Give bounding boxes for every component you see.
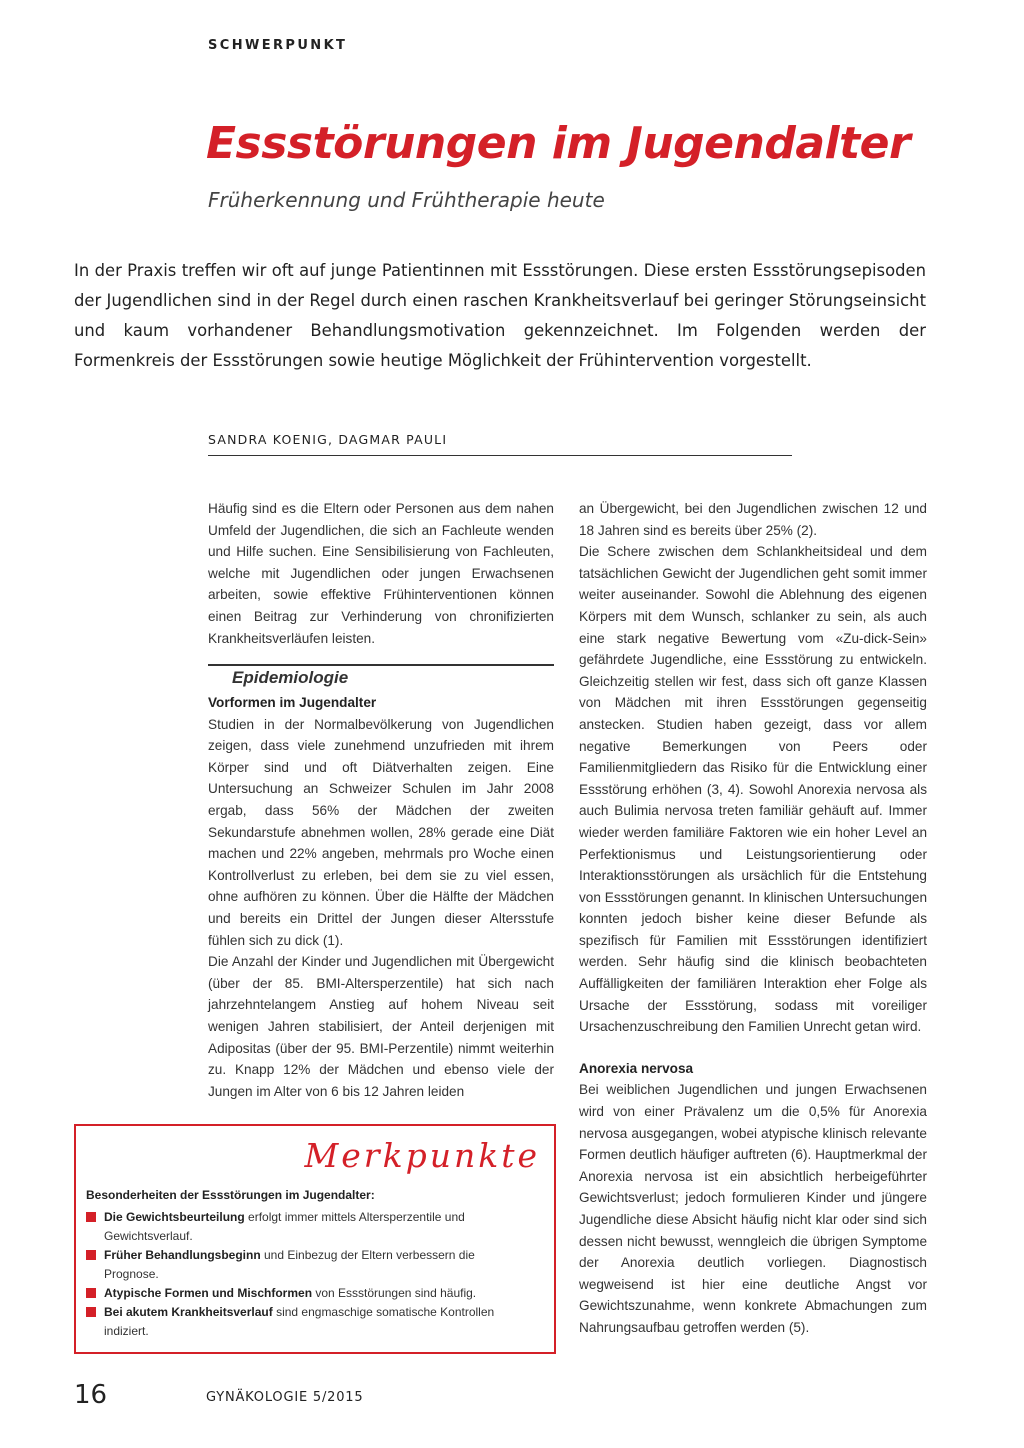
list-item — [86, 1303, 506, 1341]
item-bold: Die Gewichtsbeurteilung — [104, 1210, 245, 1224]
merkpunkte-box — [74, 1124, 556, 1354]
left-column-intro — [208, 498, 554, 649]
subheading-vorformen: Vorformen im Jugendalter — [208, 695, 377, 710]
list-item — [86, 1284, 506, 1303]
section-divider — [208, 664, 554, 666]
authors-divider — [208, 455, 792, 456]
paragraph: Studien in der Normalbevölkerung von Jugendlichen zeigen, dass viele zunehmend unzufrieden mit ihrem Körper sind und oft Diätverhalten zeigen. Eine Untersuchung an Schweizer Schulen im Jahr 2008 ergab, dass 56% der Mädchen der zweiten Sekundarstufe abnehmen wollen, 28% gerade eine Diät machen und 22% angeben, mehrmals pro Woche einen Kontrollverlust zu erleben, bei dem sie zu viel essen, ohne aufhören zu können. Über die Hälfte der Mädchen und bereits ein Drittel der Jungen dieser Altersstufe fühlen sich zu dick (1). — [208, 716, 554, 948]
square-bullet-icon — [86, 1250, 96, 1260]
paragraph: Die Schere zwischen dem Schlankheitsideal und dem tatsächlichen Gewicht der Jugendlichen geht somit immer weiter auseinander. Sowohl die Ablehnung des eigenen Körpers mit dem Wunsch, schlanker zu sein, als auch eine stark negative Bewertung vom «Zu-dick-Sein» gefährdete Jugendliche, eine Essstörung zu entwickeln. Gleichzeitig stellen wir fest, dass sich oft ganze Klassen von Mädchen mit ihren Essstörungen gegenseitig anstecken. Studien haben gezeigt, dass vor allem negative Bemerkungen von Peers oder Familienmitgliedern das Risiko für die Entwicklung einer Essstörung erhöhen (3, 4). Sowohl Anorexia nervosa als auch Bulimia nervosa treten familiär gehäuft auf. Immer wieder werden familiäre Faktoren wie ein hoher Level an Perfektionismus und Leistungsorientierung oder Interaktionsstörungen als ursächlich für die Entstehung von Essstörungen genannt. In klinischen Untersuchungen konnten jedoch bisher keine dieser Befunde als spezifisch für Familien mit Essstörungen identifiziert werden. Sehr häufig sind die klinisch beobachteten Auffälligkeiten der familiären Interaktion eher Folge als Ursache der Essstörung, sodass mit voreiliger Ursachenzuschreibung den Familien Unrecht getan wird. — [579, 544, 927, 1035]
square-bullet-icon — [86, 1212, 96, 1222]
article-authors: SANDRA KOENIG, DAGMAR PAULI — [208, 432, 448, 447]
item-text: erfolgt immer mittels Altersperzentile und Gewichtsverlauf. — [104, 1210, 465, 1243]
subheading-anorexia: Anorexia nervosa — [579, 1060, 694, 1076]
page-number: 16 — [74, 1380, 108, 1410]
section-label: SCHWERPUNKT — [208, 38, 348, 53]
right-column — [579, 498, 927, 1339]
paragraph: Bei weiblichen Jugendlichen und jungen Erwachsenen wird von einer Prävalenz um die 0,5% für Anorexia nervosa ausgegangen, wobei atypische klinisch relevante Formen deutlich häufiger auftreten (6). Hauptmerkmal der Anorexia nervosa ist ein absichtlich herbeigeführter Gewichtsverlust; jedoch formulieren Kinder und jüngere Jugendliche diese Absicht häufig nicht klar oder sind sich dessen nicht bewusst, wenngleich die übrigen Symptome der Anorexia deutlich vorliegen. Diagnostisch wegweisend ist hier eine deutliche Angst vor Gewichtszunahme, wenn konkrete Abmachungen zum Nahrungsaufbau getroffen werden (5). — [579, 1082, 927, 1335]
section-heading-epidemiologie: Epidemiologie — [232, 668, 349, 687]
journal-name: GYNÄKOLOGIE 5/2015 — [206, 1390, 364, 1405]
list-item — [86, 1246, 506, 1284]
item-bold: Früher Behandlungsbeginn — [104, 1248, 261, 1262]
left-column-body — [208, 692, 554, 1102]
item-text: von Essstörungen sind häufig. — [312, 1286, 477, 1300]
item-text: und Einbezug der Eltern verbessern die Prognose. — [104, 1248, 475, 1281]
article-lead: In der Praxis treffen wir oft auf junge Patientinnen mit Essstörungen. Diese ersten Essstörungsepisoden der Jugendlichen sind in der Regel durch einen raschen Krankheitsverlauf bei geringer Störungseinsicht und kaum vorhandener Behandlungsmotivation gekennzeichnet. Im Folgenden werden der Formenkreis der Essstörungen sowie heutige Möglichkeit der Frühintervention vorgestellt. — [74, 261, 926, 370]
item-bold: Bei akutem Krankheitsverlauf — [104, 1305, 273, 1319]
merkpunkte-list — [86, 1208, 506, 1341]
merkpunkte-title: Merkpunkte — [304, 1136, 540, 1175]
item-bold: Atypische Formen und Mischformen — [104, 1286, 313, 1300]
merkpunkte-intro: Besonderheiten der Essstörungen im Jugendalter: — [86, 1188, 375, 1202]
intro-paragraph: Häufig sind es die Eltern oder Personen aus dem nahen Umfeld der Jugendlichen, die sich an Fachleute wenden und Hilfe suchen. Eine Sensibilisierung von Fachleuten, welche mit Jugendlichen oder jungen Erwachsenen arbeiten, sowie effektive Frühinterventionen können einen Beitrag zur Verhinderung von chronifizierten Krankheitsverläufen leisten. — [208, 501, 554, 646]
square-bullet-icon — [86, 1288, 96, 1298]
paragraph: Die Anzahl der Kinder und Jugendlichen mit Übergewicht (über der 85. BMI-Altersperzentile) hat sich nach jahrzehntelangem Anstieg auf hohem Niveau seit wenigen Jahren stabilisiert, der Anteil derjenigen mit Adipositas (über der 95. BMI-Perzentile) nimmt weiterhin zu. Knapp 12% der Mädchen und ebenso viele der Jungen im Alter von 6 bis 12 Jahren leiden — [208, 954, 554, 1099]
list-item — [86, 1208, 506, 1246]
item-text: sind engmaschige somatische Kontrollen indiziert. — [104, 1305, 495, 1338]
paragraph: an Übergewicht, bei den Jugendlichen zwischen 12 und 18 Jahren sind es bereits über 25% (2). — [579, 501, 927, 538]
article-subtitle: Früherkennung und Frühtherapie heute — [208, 188, 605, 212]
square-bullet-icon — [86, 1307, 96, 1317]
article-title: Essstörungen im Jugendalter — [206, 118, 911, 169]
